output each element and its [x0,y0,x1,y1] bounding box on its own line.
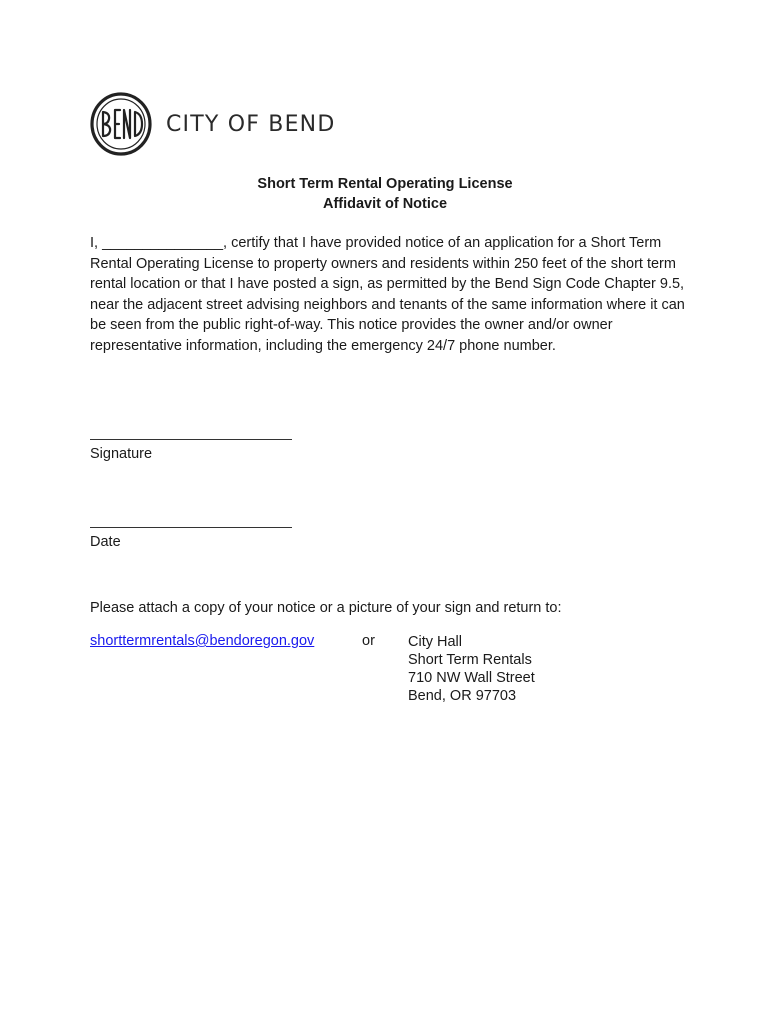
document-title [0,174,770,214]
return-instruction: Please attach a copy of your notice or a picture of your sign and return to: [90,600,562,616]
address-line: Bend, OR 97703 [408,688,517,704]
address-line: Short Term Rentals [408,652,532,668]
date-label: Date [90,534,121,550]
signature-label: Signature [90,446,153,462]
title-line-2: Affidavit of Notice [322,196,448,212]
date-line [90,527,292,528]
address-line: City Hall [408,634,462,650]
city-logo [90,92,335,156]
mailing-address [408,633,535,705]
email-link[interactable]: shorttermrentals@bendoregon.gov [90,633,315,649]
affidavit-paragraph: I, _______________, certify that I have provided notice of an application for a Short Term Rental Operating License to property owners and residents within 250 feet of the short term rental location or that I have posted a sign, as permitted by the Bend Sign Code Chapter 9.5, near the adjacent street advising neighbors and tenants of the same information where it can be seen from the public right-of-way. This notice provides the owner and/or owner representative information, including the emergency 24/7 phone number. [90,235,685,354]
title-line-1: Short Term Rental Operating License [257,176,513,192]
or-text: or [362,633,375,649]
signature-line [90,439,292,440]
city-seal-icon [90,92,152,156]
address-line: 710 NW Wall Street [408,670,535,686]
city-name-wordmark: CITY OF BEND [166,112,336,137]
